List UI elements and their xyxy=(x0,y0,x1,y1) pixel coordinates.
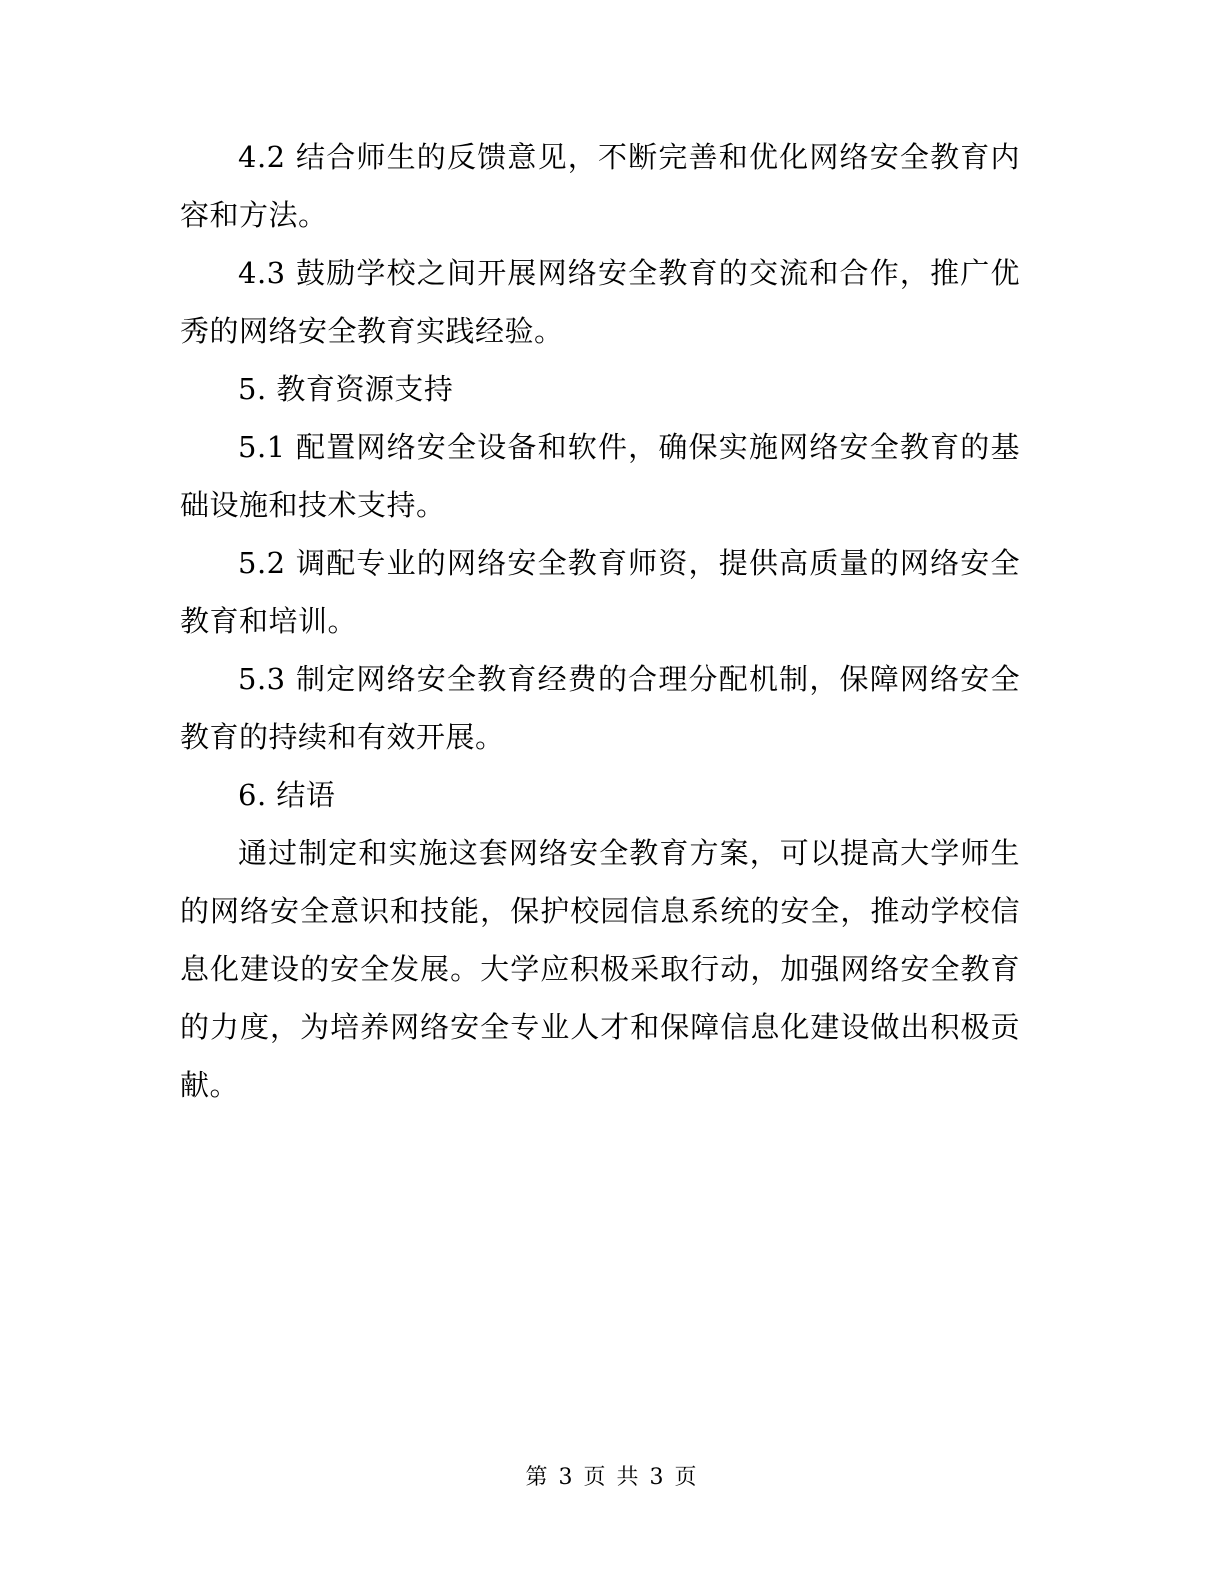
document-body xyxy=(180,128,1020,1114)
paragraph-4-3: 4.3 鼓励学校之间开展网络安全教育的交流和合作，推广优秀的网络安全教育实践经验。 xyxy=(180,256,1020,348)
page-number-footer: 第 3 页 共 3 页 xyxy=(525,1465,699,1490)
conclusion-paragraph: 通过制定和实施这套网络安全教育方案，可以提高大学师生的网络安全意识和技能，保护校园信息系统的安全，推动学校信息化建设的安全发展。大学应积极采取行动，加强网络安全教育的力度，为培养网络安全专业人才和保障信息化建设做出积极贡献。 xyxy=(180,836,1020,1102)
section-heading-6: 6. 结语 xyxy=(238,778,336,812)
paragraph-5-3: 5.3 制定网络安全教育经费的合理分配机制，保障网络安全教育的持续和有效开展。 xyxy=(180,662,1020,754)
paragraph-5-1: 5.1 配置网络安全设备和软件，确保实施网络安全教育的基础设施和技术支持。 xyxy=(180,430,1020,522)
paragraph-5-2: 5.2 调配专业的网络安全教育师资，提供高质量的网络安全教育和培训。 xyxy=(180,546,1020,638)
paragraph-4-2: 4.2 结合师生的反馈意见，不断完善和优化网络安全教育内容和方法。 xyxy=(180,140,1020,232)
section-heading-5: 5. 教育资源支持 xyxy=(238,372,454,406)
